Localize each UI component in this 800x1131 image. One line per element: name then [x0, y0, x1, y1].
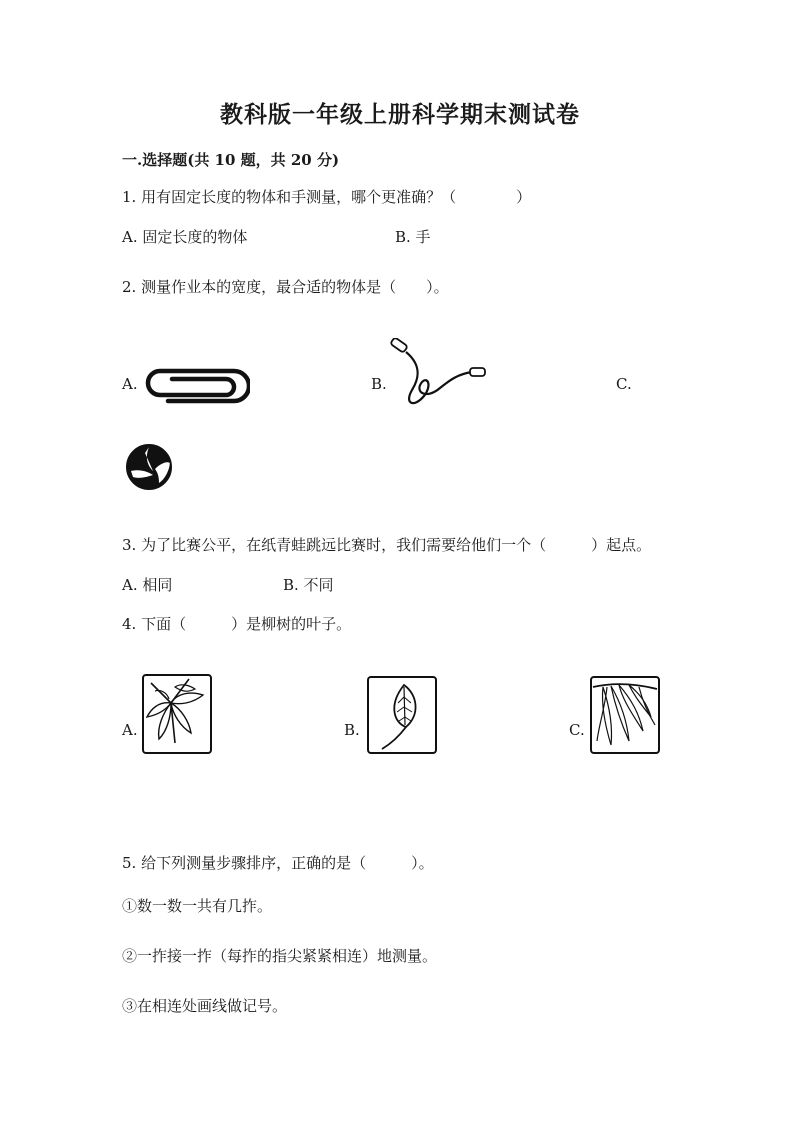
volleyball-icon: [125, 443, 173, 491]
question-5-step-2: ②一拃接一拃（每拃的指尖紧紧相连）地测量。: [122, 947, 438, 965]
question-3-option-b: B. 不同: [283, 576, 334, 594]
question-5-step-1: ①数一数一共有几拃。: [122, 897, 273, 915]
page-title: 教科版一年级上册科学期末测试卷: [220, 101, 580, 128]
question-1-option-b: B. 手: [395, 228, 431, 246]
question-5-step-3: ③在相连处画线做记号。: [122, 997, 288, 1015]
question-1-stem: 1. 用有固定长度的物体和手测量，哪个更准确？（ ）: [122, 188, 532, 206]
question-3-stem: 3. 为了比赛公平，在纸青蛙跳远比赛时，我们需要给他们一个（ ）起点。: [122, 536, 652, 554]
question-5-stem: 5. 给下列测量步骤排序，正确的是（ ）。: [122, 854, 434, 872]
question-1-option-a: A. 固定长度的物体: [122, 228, 248, 246]
maple-like-leaf-card-icon: [141, 673, 213, 755]
question-2-option-c: C.: [616, 375, 632, 393]
question-2-stem: 2. 测量作业本的宽度，最合适的物体是（ ）。: [122, 278, 449, 296]
paper-clip-icon: [138, 368, 250, 406]
question-3-option-a: A. 相同: [122, 576, 173, 594]
question-2-option-a: A.: [122, 375, 138, 393]
question-4-option-a: A.: [122, 721, 138, 739]
question-4-stem: 4. 下面（ ）是柳树的叶子。: [122, 615, 352, 633]
single-oval-leaf-card-icon: [366, 675, 438, 755]
jump-rope-icon: [388, 338, 488, 410]
section-heading: 一.选择题(共 10 题，共 20 分): [122, 151, 340, 169]
question-4-option-c: C.: [569, 721, 585, 739]
question-2-option-b: B.: [371, 375, 387, 393]
willow-leaves-card-icon: [589, 675, 661, 755]
question-4-option-b: B.: [344, 721, 360, 739]
